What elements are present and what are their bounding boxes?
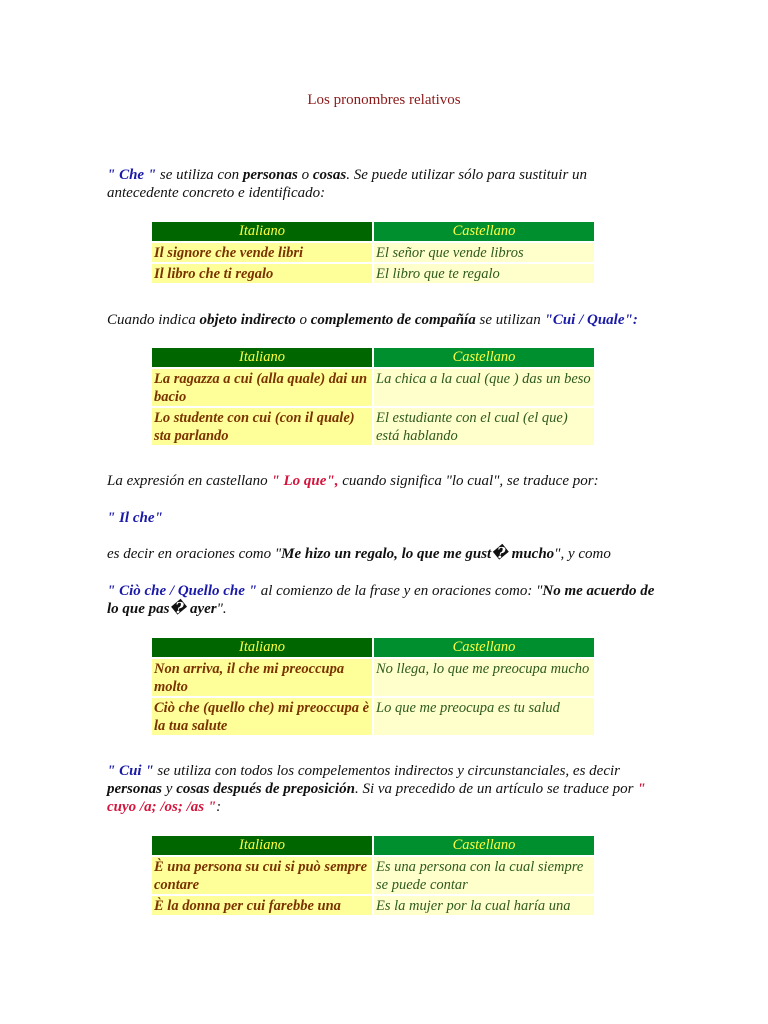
term-cio-che: " Ciò che / Quello che " (107, 583, 257, 599)
term-lo-que: " Lo que", (271, 473, 339, 489)
cell-castellano: El señor que vende libros (374, 243, 594, 262)
translation-table-1 (150, 220, 596, 285)
paragraph-che-intro: " Che " se utiliza con personas o cosas. Se puede utilizar sólo para sustituir un antecedente concreto e identificado: (107, 167, 588, 201)
cell-italiano: È la donna per cui farebbe una (152, 896, 372, 915)
cell-italiano: Il libro che ti regalo (152, 264, 372, 283)
header-italiano: Italiano (152, 348, 372, 367)
cell-italiano: Il signore che vende libri (152, 243, 372, 262)
table-row (152, 698, 594, 735)
cell-castellano: Lo que me preocupa es tu salud (374, 698, 594, 735)
term-cuyo: " cuyo /a; /os; /as " (107, 781, 646, 815)
term-il-che: " Il che" (107, 510, 163, 526)
cell-castellano: El libro que te regalo (374, 264, 594, 283)
translation-table-2 (150, 346, 596, 447)
cell-castellano: No llega, lo que me preocupa mucho (374, 659, 594, 696)
header-castellano: Castellano (374, 348, 594, 367)
table-row (152, 896, 594, 915)
header-italiano: Italiano (152, 222, 372, 241)
page-title: Los pronombres relativos (307, 92, 461, 108)
table-row (152, 264, 594, 283)
paragraph-example-1: es decir en oraciones como "Me hizo un regalo, lo que me gust� mucho", y como (107, 546, 611, 562)
cell-castellano: Es una persona con la cual siempre se puede contar (374, 857, 594, 894)
paragraph-cui-quale: Cuando indica objeto indirecto o complemento de compañía se utilizan "Cui / Quale": (107, 312, 638, 328)
table-row (152, 243, 594, 262)
cell-castellano: Es la mujer por la cual haría una (374, 896, 594, 915)
cell-italiano: Ciò che (quello che) mi preoccupa è la tua salute (152, 698, 372, 735)
table-row (152, 369, 594, 406)
translation-table-3 (150, 636, 596, 737)
header-italiano: Italiano (152, 638, 372, 657)
header-italiano: Italiano (152, 836, 372, 855)
paragraph-cui: " Cui " se utiliza con todos los compelementos indirectos y circunstanciales, es decir personas y cosas después de preposición. Si va precedido de un artículo se traduce por " cuyo /a; /os; /as ": (107, 763, 646, 815)
cell-italiano: Lo studente con cui (con il quale) sta parlando (152, 408, 372, 445)
header-castellano: Castellano (374, 222, 594, 241)
term-cui-quale: "Cui / Quale": (544, 312, 638, 328)
cell-italiano: La ragazza a cui (alla quale) dai un bacio (152, 369, 372, 406)
header-castellano: Castellano (374, 638, 594, 657)
table-row (152, 408, 594, 445)
header-castellano: Castellano (374, 836, 594, 855)
paragraph-cio-che: " Ciò che / Quello che " al comienzo de la frase y en oraciones como: "No me acuerdo de lo que pas� ayer". (107, 583, 655, 617)
paragraph-lo-que: La expresión en castellano " Lo que", cuando significa "lo cual", se traduce por: (107, 473, 599, 489)
term-che: " Che " (107, 167, 157, 183)
table-row (152, 659, 594, 696)
term-cui: " Cui " (107, 763, 154, 779)
cell-castellano: El estudiante con el cual (el que) está hablando (374, 408, 594, 445)
cell-castellano: La chica a la cual (que ) das un beso (374, 369, 594, 406)
table-row (152, 857, 594, 894)
cell-italiano: È una persona su cui si può sempre contare (152, 857, 372, 894)
paragraph-il-che (107, 509, 655, 527)
cell-italiano: Non arriva, il che mi preoccupa molto (152, 659, 372, 696)
translation-table-4 (150, 834, 596, 917)
